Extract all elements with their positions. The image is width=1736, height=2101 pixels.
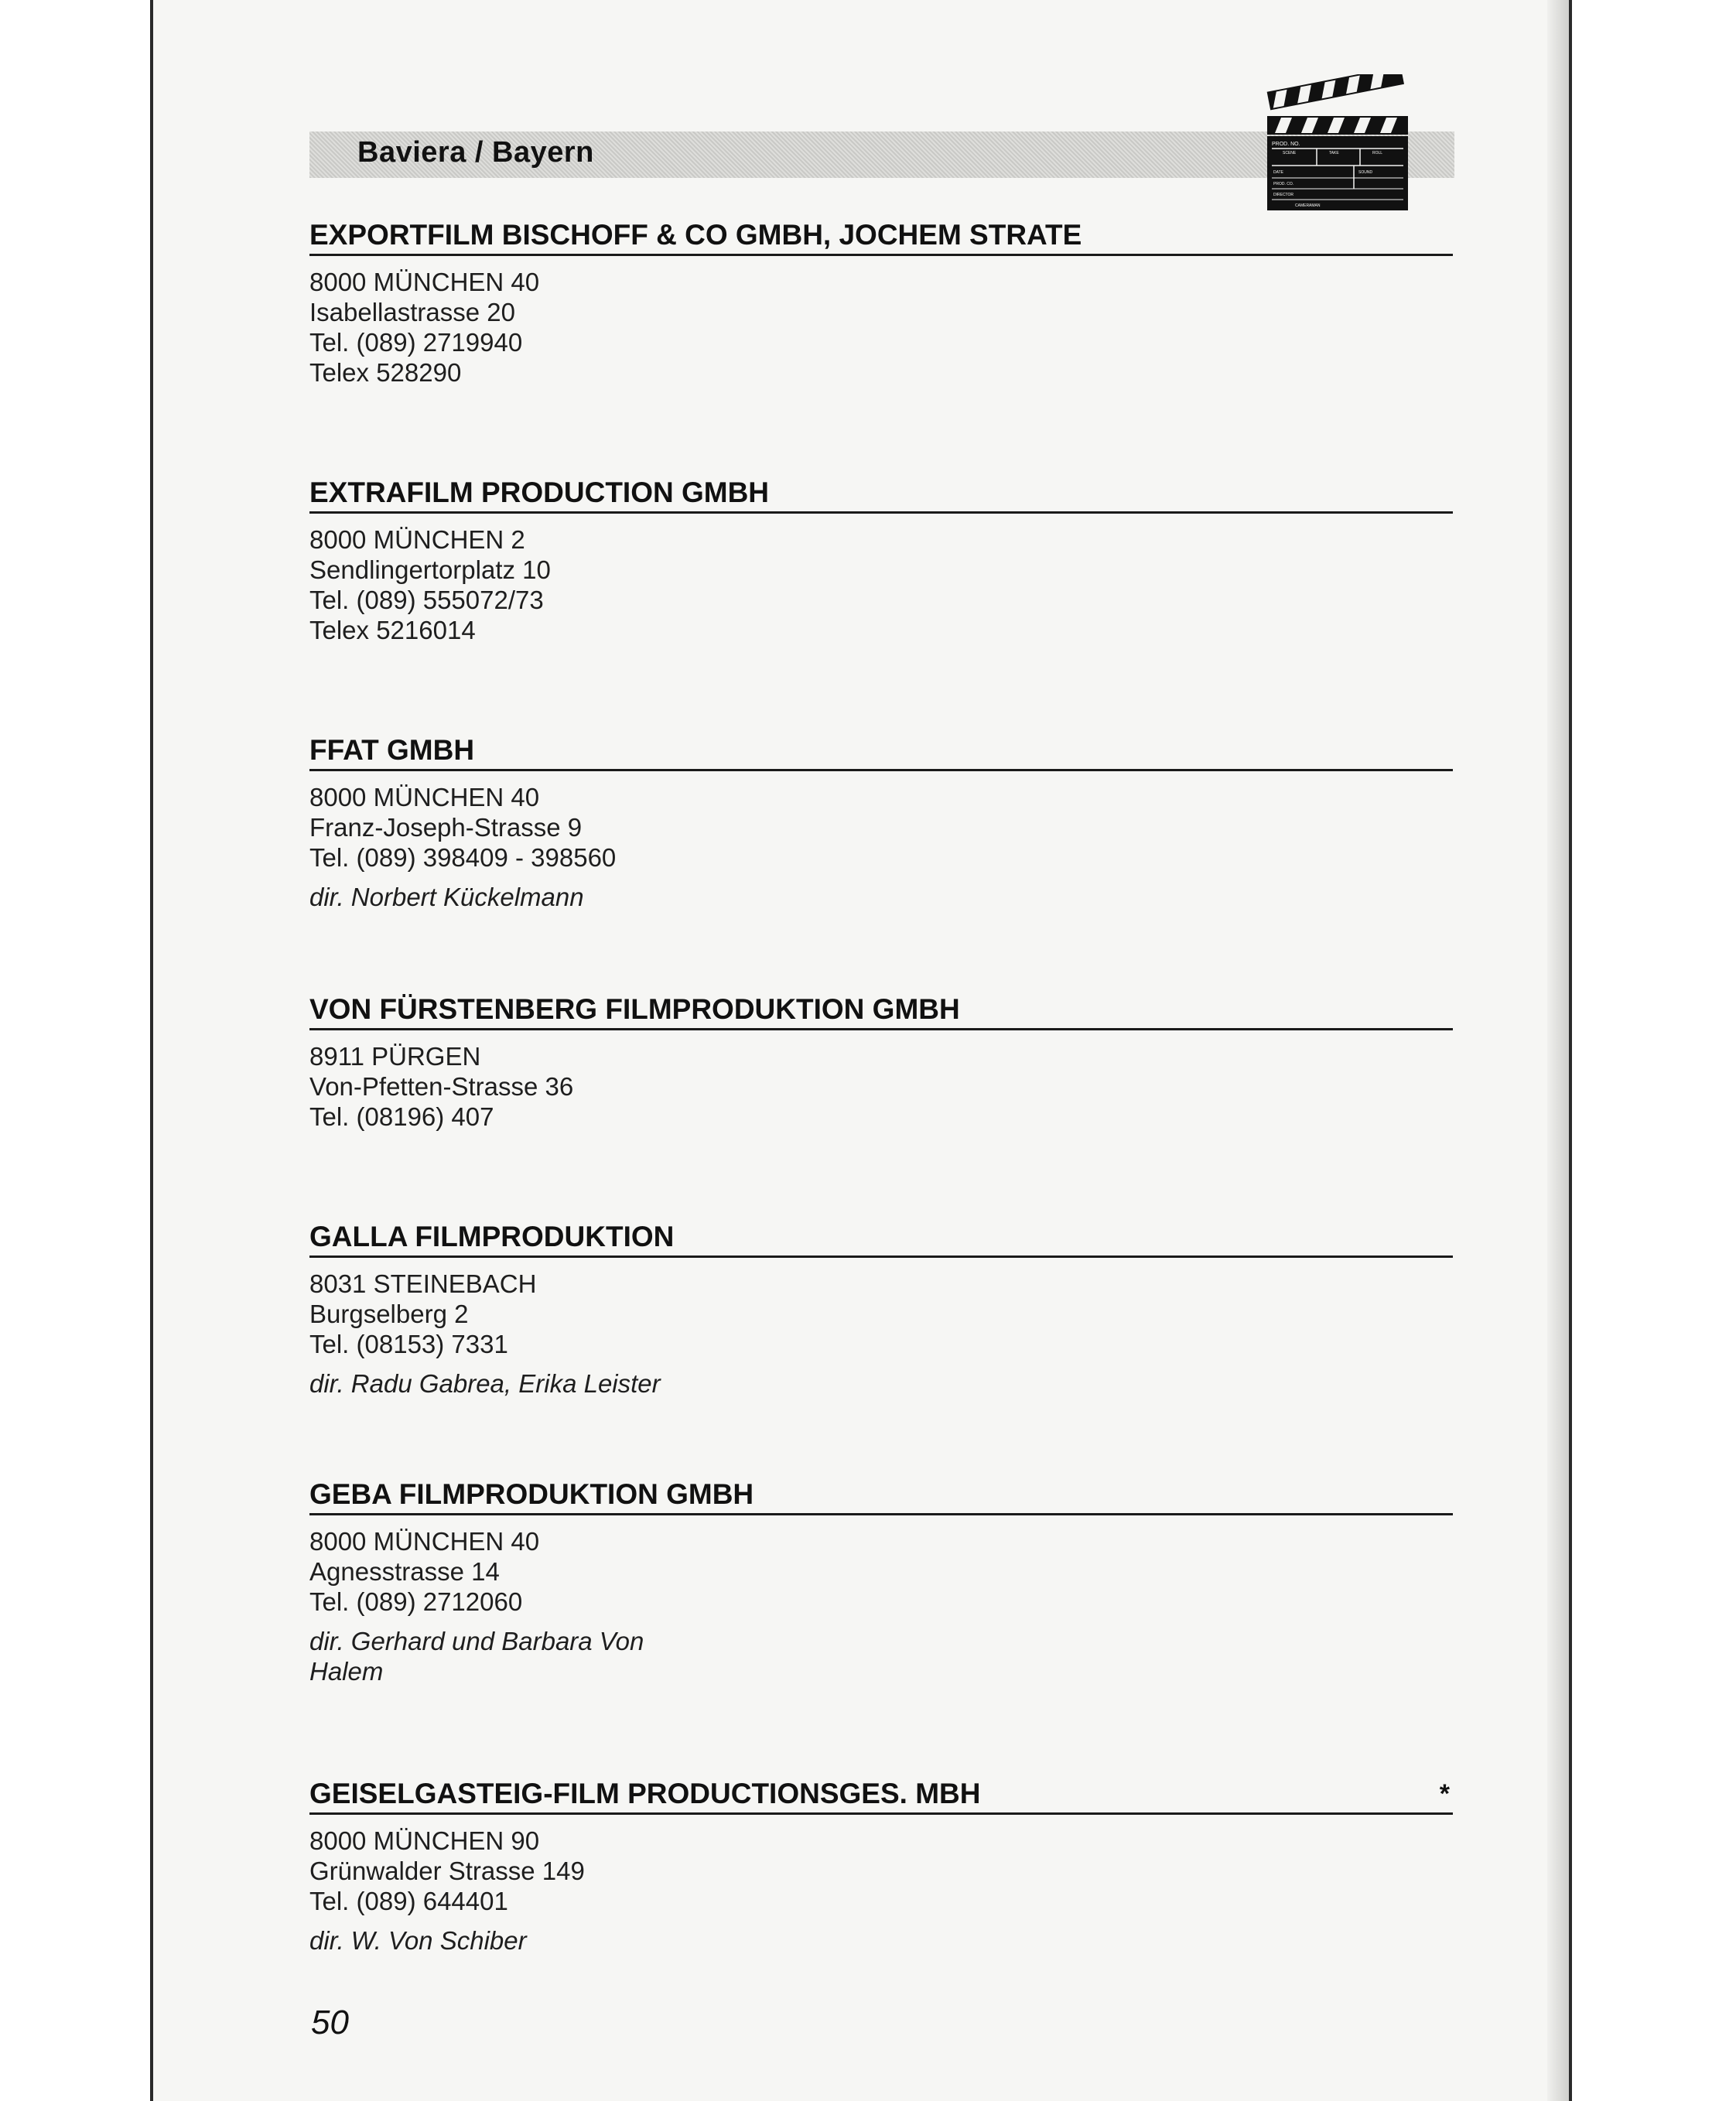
company-entry — [309, 992, 1453, 1132]
asterisk-marker: * — [1439, 1779, 1450, 1809]
telephone: Tel. (089) 2719940 — [309, 328, 523, 357]
address-street: Isabellastrasse 20 — [309, 298, 515, 326]
company-name-row — [309, 992, 1453, 1027]
company-name: FFAT GMBH — [309, 734, 475, 766]
entry-divider — [309, 1028, 1453, 1030]
clapper-field-cameraman: CAMERAMAN — [1295, 203, 1321, 208]
entry-divider — [309, 511, 1453, 514]
entry-divider — [309, 254, 1453, 256]
address-city: 8000 MÜNCHEN 40 — [309, 268, 540, 296]
film-clapperboard-icon — [1264, 74, 1411, 214]
director-name: dir. Norbert Kückelmann — [309, 883, 584, 911]
clapper-field-director: DIRECTOR — [1273, 193, 1294, 197]
clapper-field-take: TAKE — [1329, 151, 1339, 155]
telex: Telex 5216014 — [309, 616, 476, 644]
address-street: Franz-Joseph-Strasse 9 — [309, 813, 583, 842]
address-street: Grünwalder Strasse 149 — [309, 1857, 585, 1885]
address-street: Agnesstrasse 14 — [309, 1557, 500, 1586]
address-street: Burgselberg 2 — [309, 1300, 469, 1328]
company-name-row — [309, 1220, 1453, 1254]
address-city: 8031 STEINEBACH — [309, 1269, 537, 1298]
telephone: Tel. (089) 644401 — [309, 1887, 508, 1915]
company-name-row — [309, 1478, 1453, 1512]
telephone: Tel. (089) 398409 - 398560 — [309, 843, 617, 872]
company-name: GALLA FILMPRODUKTION — [309, 1221, 675, 1252]
company-entry — [309, 1478, 1453, 1686]
director-name-line: dir. Gerhard und Barbara Von — [309, 1627, 644, 1655]
entry-divider — [309, 1255, 1453, 1258]
address-city: 8000 MÜNCHEN 90 — [309, 1826, 540, 1855]
telephone: Tel. (08196) 407 — [309, 1102, 494, 1131]
address-city: 8000 MÜNCHEN 2 — [309, 525, 525, 554]
address-street: Von-Pfetten-Strasse 36 — [309, 1072, 574, 1101]
director-name: dir. Radu Gabrea, Erika Leister — [309, 1369, 661, 1398]
director-name — [309, 1626, 1453, 1686]
address-city: 8000 MÜNCHEN 40 — [309, 783, 540, 811]
address-city: 8911 PÜRGEN — [309, 1042, 481, 1071]
company-name-row — [309, 733, 1453, 767]
company-entry — [309, 476, 1453, 645]
address-street: Sendlingertorplatz 10 — [309, 555, 551, 584]
scan-background-left — [0, 0, 153, 2101]
company-entry — [309, 1220, 1453, 1399]
clapper-field-prod-no: PROD. NO. — [1272, 142, 1300, 147]
clapper-field-sound: SOUND — [1358, 170, 1373, 175]
company-name: GEISELGASTEIG-FILM PRODUCTIONSGES. MBH — [309, 1778, 981, 1809]
clapper-field-date: DATE — [1273, 170, 1283, 175]
telephone: Tel. (089) 2712060 — [309, 1587, 523, 1616]
company-name: GEBA FILMPRODUKTION GMBH — [309, 1478, 754, 1510]
director-name-line: Halem — [309, 1657, 384, 1686]
telephone: Tel. (089) 555072/73 — [309, 586, 544, 614]
entry-divider — [309, 1513, 1453, 1515]
page-gutter-shadow — [1547, 0, 1569, 2101]
company-entry — [309, 218, 1453, 388]
company-name-row — [309, 476, 1453, 510]
company-name: EXTRAFILM PRODUCTION GMBH — [309, 477, 770, 508]
clapper-field-prod-co: PROD. CO. — [1273, 182, 1294, 186]
director-name: dir. W. Von Schiber — [309, 1926, 527, 1955]
entry-divider — [309, 769, 1453, 771]
company-name: EXPORTFILM BISCHOFF & CO GMBH, JOCHEM STRATE — [309, 219, 1082, 251]
company-name-row — [309, 218, 1453, 252]
company-entry — [309, 733, 1453, 912]
scan-background-right — [1572, 0, 1736, 2101]
company-name-row — [309, 1777, 1453, 1811]
company-entry — [309, 1777, 1453, 1956]
telephone: Tel. (08153) 7331 — [309, 1330, 508, 1358]
company-name: VON FÜRSTENBERG FILMPRODUKTION GMBH — [309, 993, 960, 1025]
page-number: 50 — [311, 2004, 349, 2041]
entry-divider — [309, 1812, 1453, 1815]
address-city: 8000 MÜNCHEN 40 — [309, 1527, 540, 1556]
region-title: Baviera / Bayern — [357, 136, 594, 169]
telex: Telex 528290 — [309, 358, 462, 387]
clapper-field-roll: ROLL — [1372, 151, 1383, 155]
clapper-field-scene: SCENE — [1283, 151, 1297, 155]
